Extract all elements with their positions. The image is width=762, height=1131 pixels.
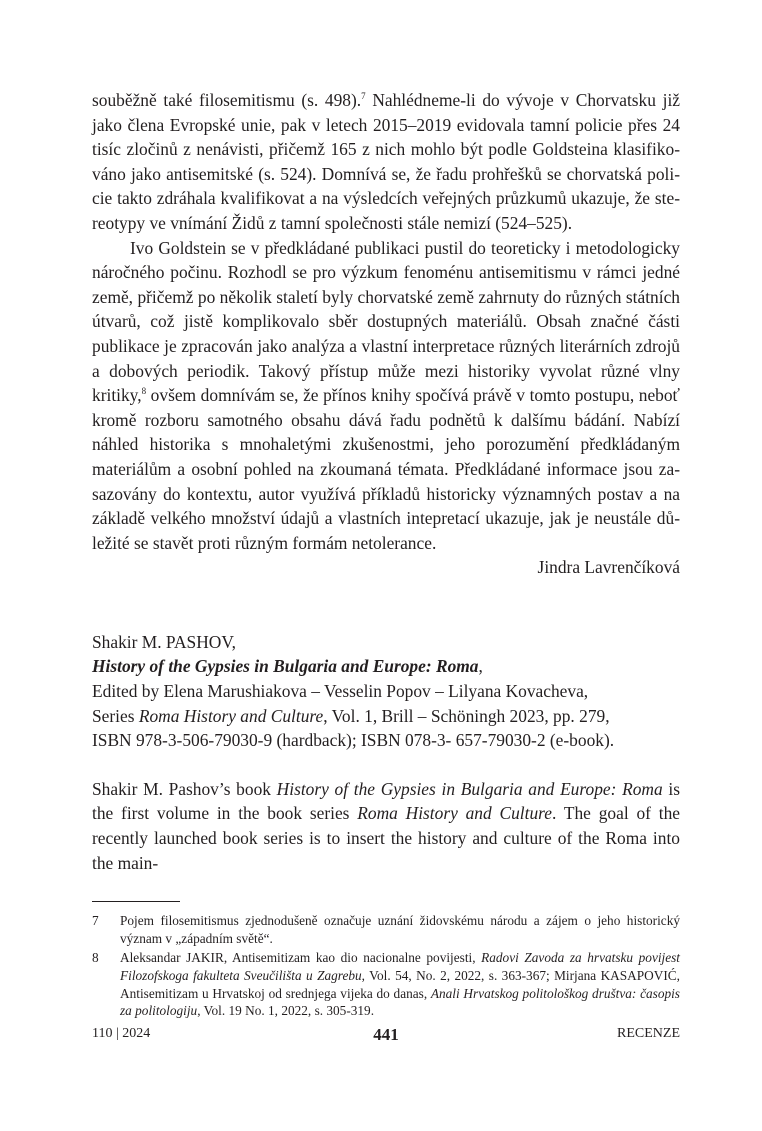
footnote-ref-8[interactable]: 8 [141, 386, 147, 397]
book-title: History of the Gypsies in Bulgaria and Europe: Roma [92, 656, 479, 677]
review-heading [92, 630, 680, 753]
section-name: RECENZE [617, 1026, 680, 1041]
review-paragraph-1 [92, 88, 680, 236]
footnote-segment: Aleksandar JAKIR, Antisemitizam kao dio nacionalne povijesti, [120, 950, 482, 966]
footnote-journal: Anali Hrvatskog politološkog društva: časopis za politologiju [120, 985, 680, 1019]
paragraph-text: . The goal of the recently launched book series is to insert the history and culture of the Roma into the main- [92, 803, 680, 873]
footnote-segment: , Vol. 54, No. 2, 2022, s. 363-367; Mirjana KASAPOVIĆ, Antisemitizam u Hrvatskoj od srednjega vijeka do danas, [120, 968, 680, 1001]
title-comma: , [478, 656, 483, 677]
issue-info: 110 | 2024 [92, 1026, 151, 1041]
footnote-number: 7 [92, 913, 99, 929]
series-name: Roma History and Culture [138, 705, 324, 726]
footnote-text: Pojem filosemitismus zjednodušeně označuje uznání židovskému národu a zájem o jeho historický význam v „západním světě“. [120, 913, 680, 946]
series-details: , Vol. 1, Brill – Schöningh 2023, pp. 279, [323, 705, 610, 726]
book-title-line [92, 654, 680, 679]
footnote-7 [92, 912, 680, 947]
book-series-line [92, 704, 680, 729]
paragraph-text: souběžně také filosemitismu (s. 498). [92, 90, 362, 110]
page-content [92, 88, 680, 1022]
footnote-ref-7[interactable]: 7 [361, 91, 366, 101]
review-signature: Jindra Lavrenčíková [537, 557, 680, 578]
page-footer [92, 1026, 680, 1046]
footnote-divider [92, 901, 180, 902]
footnote-number: 8 [92, 950, 99, 966]
paragraph-text: Nahlédneme-li do vývoje v Chorvatsku již jako člena Evropské unie, pak v letech 2015–2019 evidovala tamní policie přes 24 tisíc zločinů z nenávisti, přičemž 165 z nich mohlo být podle Goldsteina klasifikováno jako antisemitské (s. 524). Domnívá se, že řadu prohřešků se chorvatská policie takto zdráhala kvalifikovat a na výsledcích veřejných průzkumů ukazuje, že stereotypy ve vnímání Židů z tamní společnosti stále nemizí (524–525). [92, 90, 680, 233]
paragraph-text: Shakir M. Pashov’s book [92, 778, 277, 799]
review-2-paragraph [92, 777, 680, 875]
series-prefix: Series [92, 705, 139, 726]
footnote-8 [92, 949, 680, 1019]
footnote-journal: Radovi Zavoda za hrvatsku povijest Filozofskoga fakulteta Sveučilišta u Zagrebu [120, 950, 681, 983]
book-author: Shakir M. PASHOV, [92, 631, 236, 652]
footnotes [92, 912, 680, 1020]
paragraph-text: ovšem domnívám se, že přínos knihy spočívá právě v tomto postupu, neboť kromě rozboru samotného obsahu dává řadu podnětů k dalšímu bádání. Nabízí náhled historika s mnohaletými zkušenostmi, jeho porozumění předkládaným materiálům a osobní pohled na zkoumaná témata. Předkládané informace jsou zasazovány do kontextu, autor využívá příkladů historicky významných postav a na základě velkého množství údajů a vlastních intepretací ukazuje, jak je neustále důležité se stavět proti různým formám netolerance. [92, 385, 680, 553]
paragraph-text: is the first volume in the book series [92, 778, 680, 824]
book-isbn: ISBN 978-3-506-79030-9 (hardback); ISBN 078-3- 657-79030-2 (e-book). [92, 730, 615, 751]
page-number: 441 [373, 1025, 399, 1044]
footnote-text [120, 949, 680, 1019]
review-paragraph-2 [92, 236, 680, 556]
paragraph-series-name: Roma History and Culture [357, 803, 553, 824]
footnote-segment: , Vol. 19 No. 1, 2022, s. 305-319. [197, 1003, 375, 1019]
book-editors: Edited by Elena Marushiakova – Vesselin Popov – Lilyana Kovacheva, [92, 681, 589, 702]
paragraph-book-title: History of the Gypsies in Bulgaria and Europe: Roma [276, 778, 663, 799]
paragraph-text: Ivo Goldstein se v předkládané publikaci pustil do teoreticky i metodologicky náročného počinu. Rozhodl se pro výzkum fenoménu antisemitismu v rámci jedné země, přičemž po několik staletí byly chorvatské země zahrnuty do různých státních útvarů, což jistě komplikovalo sběr dostupných materiálů. Obsah značné části publikace je zpracován jako analýza a vlastní interpretace různých literárních zdrojů a dobových periodik. Takový přístup může mezi historiky vyvolat různé vlny kritiky, [92, 237, 680, 406]
